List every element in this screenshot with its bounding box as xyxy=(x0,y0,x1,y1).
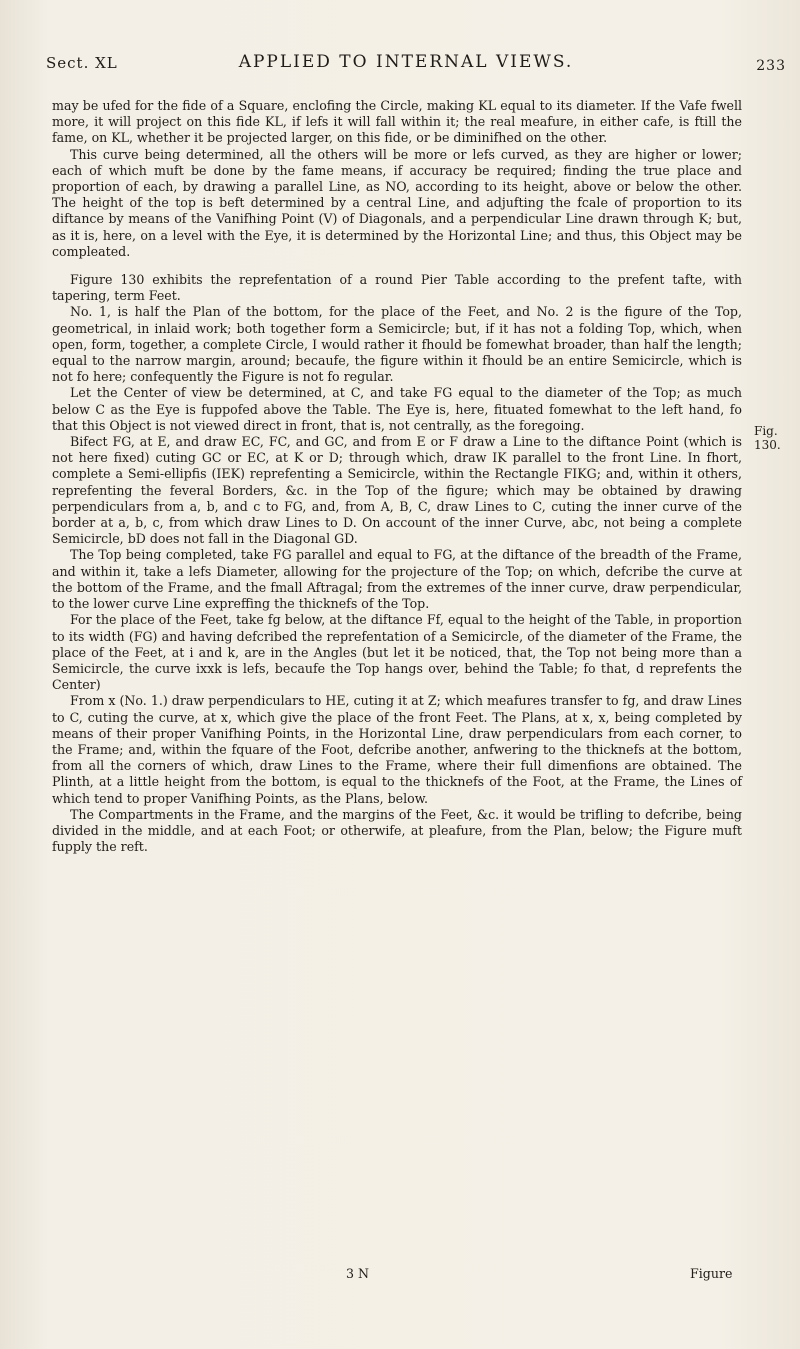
paragraph: Let the Center of view be determined, at C, and take FG equal to the diameter of the Top; as much below C as the Eye is fuppofed above the Table. The Eye is, here, fituated fomewhat to the left hand, fo that this Object is not viewed direct in front, that is, not centrally, as the foregoing. xyxy=(52,385,742,433)
paragraph: Bifect FG, at E, and draw EC, FC, and GC, and from E or F draw a Line to the diftance Point (which is not here fixed) cuting GC or EC, at K or D; through which, draw IK parallel to the front Line. In fhort, complete a Semi-ellipfis (IEK) reprefenting a Semicircle, within the Rectangle FIKG; and, within it others, reprefenting the feveral Borders, &c. in the Top of the figure; which may be obtained by drawing perpendiculars from a, b, and c to FG, and, from A, B, C, draw Lines to C, cuting the inner curve of the border at a, b, c, from which draw Lines to D. On account of the inner Curve, abc, not being a complete Semicircle, bD does not fall in the Diagonal GD. xyxy=(52,434,742,547)
catchword: Figure xyxy=(690,1266,733,1281)
page-number: 233 xyxy=(756,58,786,74)
paragraph: No. 1, is half the Plan of the bottom, for the place of the Feet, and No. 2 is the figure of the Top, geometrical, in inlaid work; both together form a Semicircle; but, if it has not a folding Top, which, when open, form, together, a complete Circle, I would rather it fhould be fomewhat broader, than half the length; equal to the narrow margin, around; becaufe, the figure within it fhould be an entire Semicircle, which is not fo here; confequently the Figure is not fo regular. xyxy=(52,304,742,385)
paragraph: For the place of the Feet, take fg below, at the diftance Ff, equal to the height of the Table, in proportion to its width (FG) and having defcribed the reprefentation of a Semicircle, of the diameter of the Frame, the place of the Feet, at i and k, are in the Angles (but let it be noticed, that, the Top not being more than a Semicircle, the curve ixxk is lefs, becaufe the Top hangs over, behind the Table; fo that, d reprefents the Center) xyxy=(52,612,742,693)
figure-margin-note: Fig. 130. xyxy=(754,424,781,452)
paragraph: From x (No. 1.) draw perpendiculars to HE, cuting it at Z; which meafures transfer to fg, and draw Lines to C, cuting the curve, at x, which give the place of the front Feet. The Plans, at x, x, being completed by means of their proper Vanifhing Points, in the Horizontal Line, draw perpendiculars from each corner, to the Frame; and, within the fquare of the Foot, defcribe another, anfwering to the thicknefs at the bottom, from all the corners of which, draw Lines to the Frame, where their full dimenfions are obtained. The Plinth, at a little height from the bottom, is equal to the thicknefs of the Foot, at the Frame, the Lines of which tend to proper Vanifhing Points, as the Plans, below. xyxy=(52,693,742,806)
paragraph: The Compartments in the Frame, and the margins of the Feet, &c. it would be trifling to defcribe, being divided in the middle, and at each Foot; or otherwife, at pleafure, from the Plan, below; the Figure muft fupply the reft. xyxy=(52,806,742,855)
section-label: Sect. XL xyxy=(46,54,118,72)
paragraph: The Top being completed, take FG parallel and equal to FG, at the diftance of the breadth of the Frame, and within it, take a lefs Diameter, allowing for the projecture of the Top; on which, defcribe the curve at the bottom of the Frame, and the fmall Aftragal; from the extremes of the inner curve, draw perpendicular, to the lower curve Line expreffing the thicknefs of the Top. xyxy=(52,547,742,612)
body-text xyxy=(52,98,742,855)
running-title: APPLIED TO INTERNAL VIEWS. xyxy=(238,52,574,72)
paragraph: This curve being determined, all the others will be more or lefs curved, as they are higher or lower; each of which muft be done by the fame means, if accuracy be required; finding the true place and proportion of each, by drawing a parallel Line, as NO, according to its height, above or below the other. The height of the top is beft determined by a central Line, and adjufting the fcale of proportion to its diftance by means of the Vanifhing Point (V) of Diagonals, and a perpendicular Line drawn through K; but, as it is, here, on a level with the Eye, it is determined by the Horizontal Line; and thus, this Object may be compleated. xyxy=(52,146,742,259)
page-footer xyxy=(0,1266,800,1286)
paragraph: may be ufed for the fide of a Square, enclofing the Circle, making KL equal to its diameter. If the Vafe fwell more, it will project on this fide KL, if lefs it will fall within it; the real meafure, in either cafe, is ftill the fame, on KL, whether it be projected larger, on this fide, or be diminifhed on the other. xyxy=(52,98,742,146)
signature-mark: 3 N xyxy=(346,1266,370,1281)
running-header xyxy=(46,52,786,82)
paragraph: Figure 130 exhibits the reprefentation of a round Pier Table according to the prefent tafte, with tapering, term Feet. xyxy=(52,272,742,304)
